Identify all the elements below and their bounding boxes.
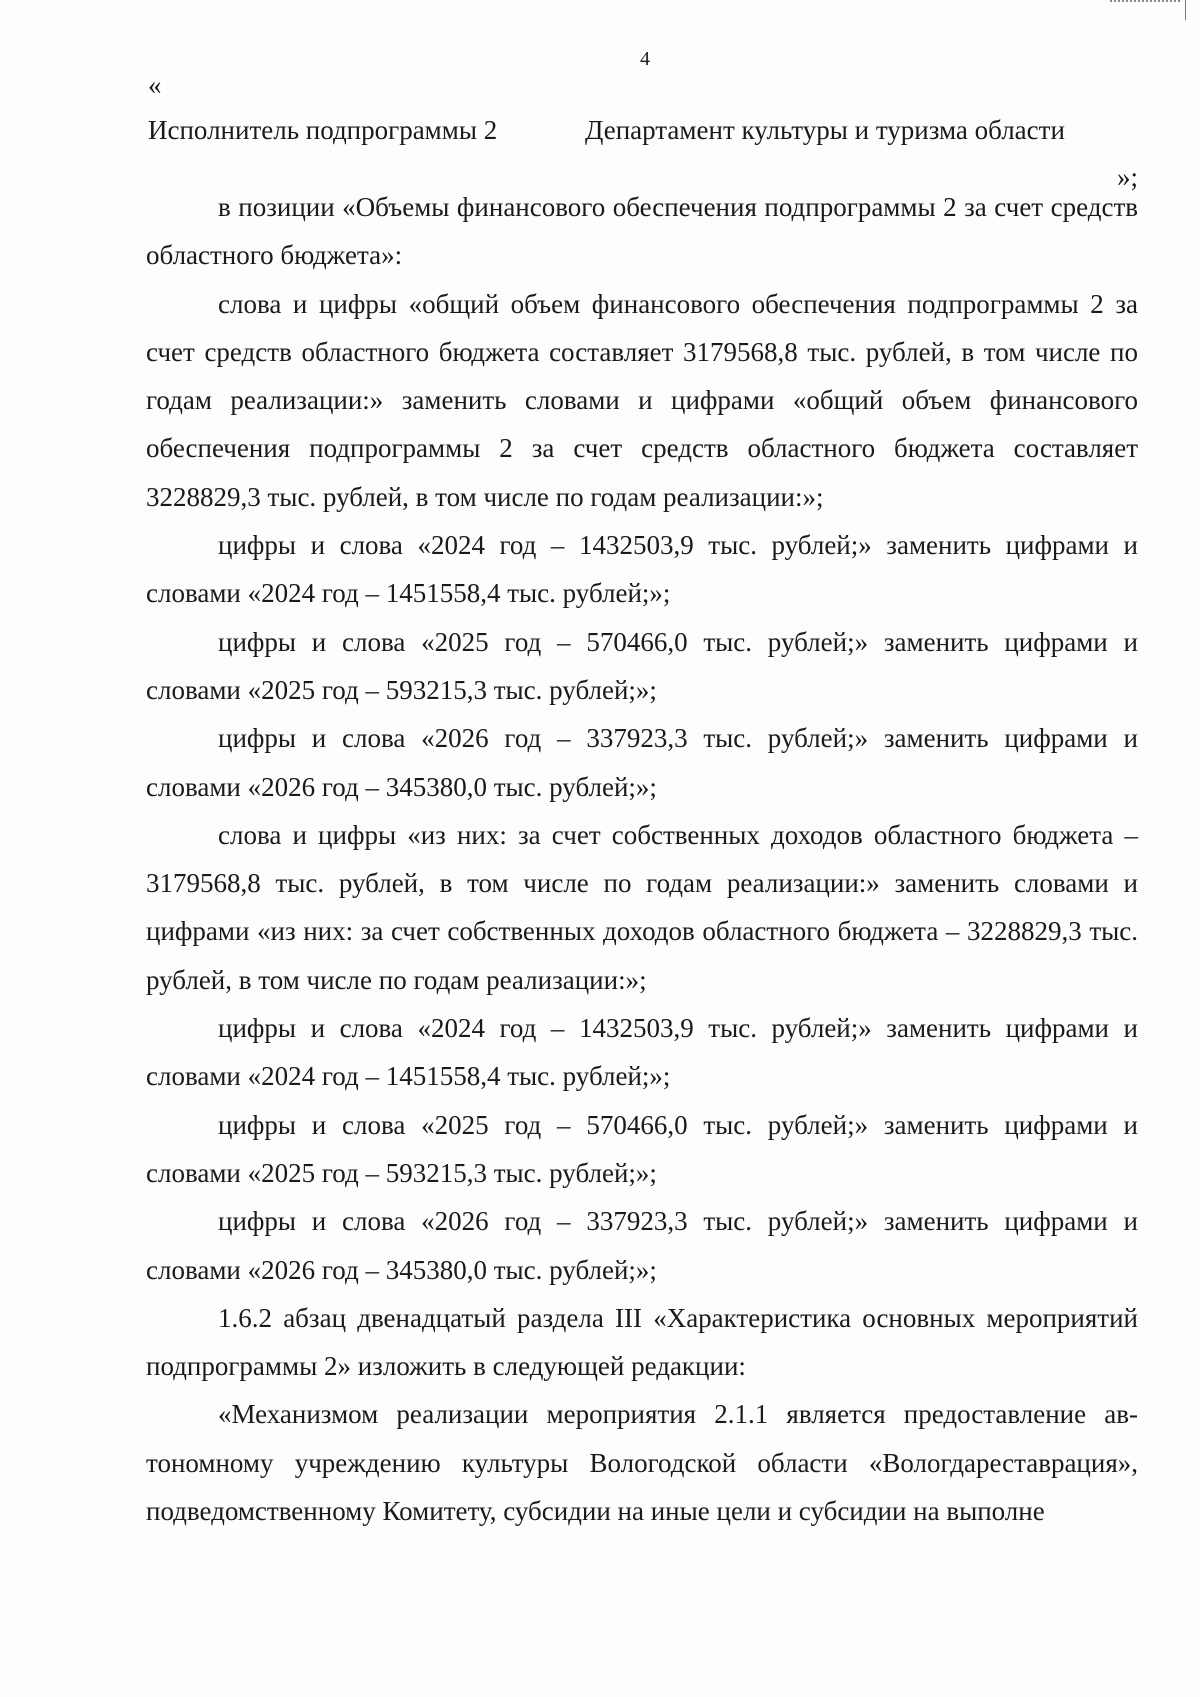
paragraph: слова и цифры «общий объем финансового обеспечения подпрограммы 2 за счет средств областного бюджета составляет 3179568,8 тыс. рублей, в том числе по годам реализации:» заменить словами и цифрами «общий объем финансового обеспечения подпрограммы 2 за счет средств областного бюджета составляет 3228829,3 тыс. рублей, в том числе по годам реализации:»; [146, 288, 1138, 512]
scan-artifact-top [1110, 0, 1180, 5]
closing-quote-mark: »; [1116, 162, 1138, 192]
paragraph: в позиции «Объемы финансового обеспечения подпрограммы 2 за счет средств областного бюджета»: [146, 192, 1138, 271]
paragraph: цифры и слова «2025 год – 570466,0 тыс. рублей;» заменить цифрами и словами «2025 год – 593215,3 тыс. рублей;»; [146, 626, 1138, 705]
opening-quote-mark: « [148, 70, 162, 100]
paragraph: слова и цифры «из них: за счет собственных доходов областного бюджета – 3179568,8 тыс. рублей, в том числе по годам реализации:» заменить словами и цифрами «из них: за счет собственных доходов областного бюджета – 3228829,3 тыс. рублей, в том числе по годам реализации:»; [146, 819, 1138, 995]
scan-artifact-line [1185, 0, 1186, 20]
table-row-value: Департамент культуры и туризма области [585, 115, 1065, 145]
paragraph: цифры и слова «2026 год – 337923,3 тыс. рублей;» заменить цифрами и словами «2026 год – 345380,0 тыс. рублей;»; [146, 1206, 1138, 1285]
page-number: 4 [640, 48, 650, 70]
table-row-label: Исполнитель подпрограммы 2 [148, 115, 498, 145]
paragraph: «Механизмом реализации мероприятия 2.1.1 является предоставление автономному учреждению культуры Вологодской области «Вологдареставрация», подведомственному Комитету, субсидии на иные цели и субсидии на выполне [146, 1399, 1138, 1527]
document-body [146, 183, 1138, 1535]
paragraph: цифры и слова «2024 год – 1432503,9 тыс. рублей;» заменить цифрами и словами «2024 год – 1451558,4 тыс. рублей;»; [146, 1013, 1138, 1092]
paragraph: цифры и слова «2024 год – 1432503,9 тыс. рублей;» заменить цифрами и словами «2024 год – 1451558,4 тыс. рублей;»; [146, 530, 1138, 609]
paragraph: 1.6.2 абзац двенадцатый раздела III «Характеристика основных мероприятий подпрограммы 2» изложить в следующей редакции: [146, 1302, 1138, 1382]
paragraph: цифры и слова «2025 год – 570466,0 тыс. рублей;» заменить цифрами и словами «2025 год – 593215,3 тыс. рублей;»; [146, 1109, 1138, 1188]
paragraph: цифры и слова «2026 год – 337923,3 тыс. рублей;» заменить цифрами и словами «2026 год – 345380,0 тыс. рублей;»; [146, 723, 1138, 802]
